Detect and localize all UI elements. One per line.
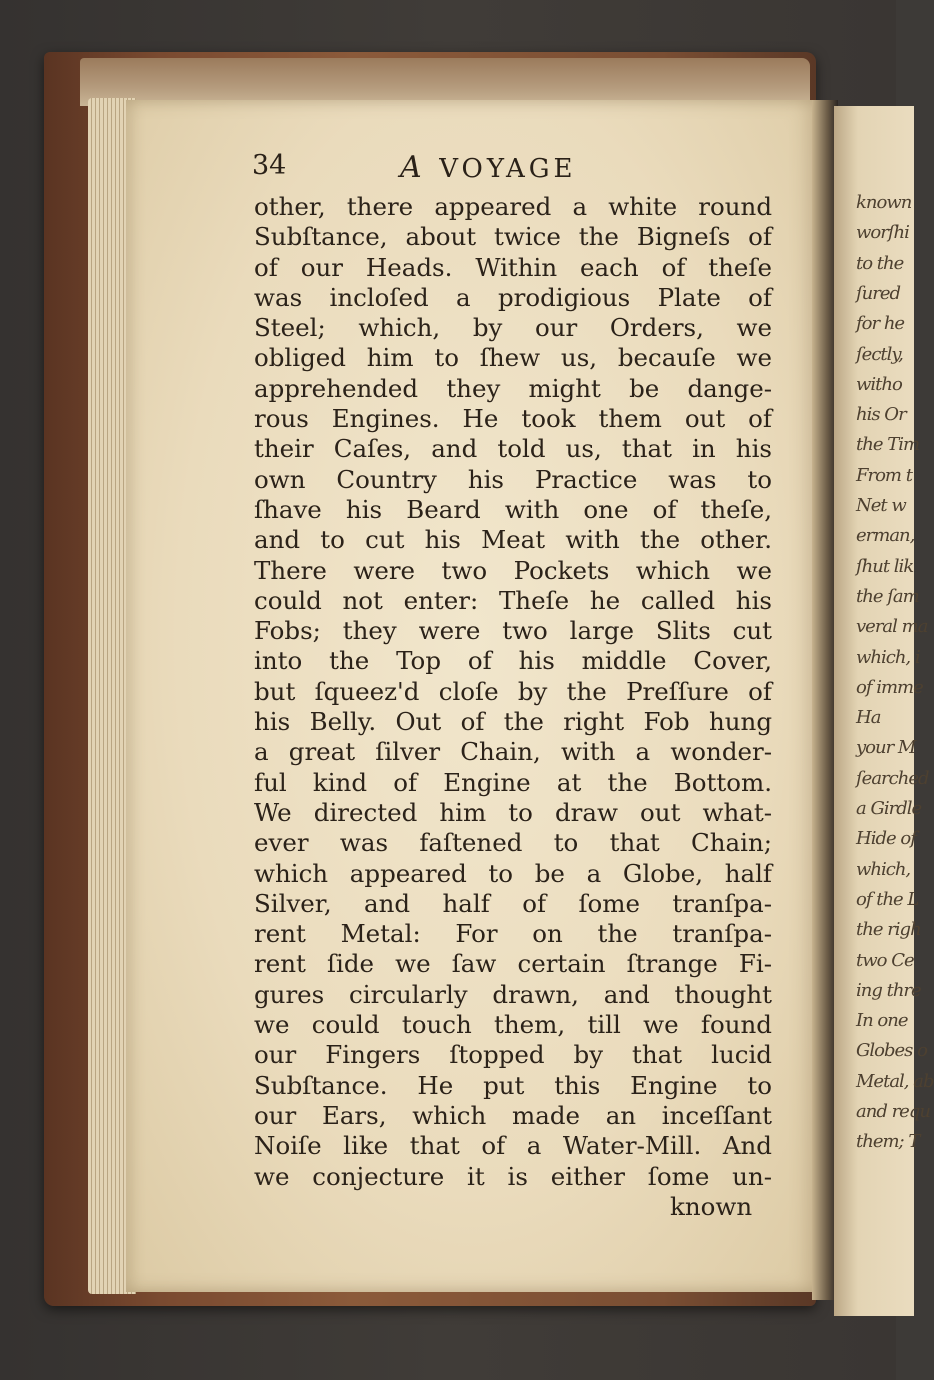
text-line: ever was faſtened to that Chain; bbox=[254, 828, 772, 858]
text-line: our Ears, which made an inceſſant bbox=[254, 1100, 772, 1130]
right-page-fragment: ing thre bbox=[856, 979, 921, 1001]
page-body-text bbox=[254, 192, 772, 1192]
text-line: We directed him to draw out what- bbox=[254, 797, 772, 827]
text-line: rous Engines. He took them out of bbox=[254, 404, 772, 434]
text-line: we could touch them, till we found bbox=[254, 1010, 772, 1040]
text-line: apprehended they might be dange- bbox=[254, 373, 772, 403]
text-line: Subſtance, about twice the Bigneſs of bbox=[254, 222, 772, 252]
right-page-fragment: In one bbox=[856, 1010, 908, 1032]
page-header bbox=[252, 150, 772, 190]
text-line: rent Metal: For on the tranſpa- bbox=[254, 919, 772, 949]
text-line: which appeared to be a Globe, half bbox=[254, 858, 772, 888]
right-page-fragment: ſhut lik bbox=[856, 555, 914, 577]
right-page-fragment: erman, bbox=[856, 525, 915, 547]
right-page-fragment: Net w bbox=[856, 495, 906, 516]
right-page-fragment: Globes o bbox=[856, 1040, 927, 1062]
right-page-fragment: Hide of bbox=[856, 828, 916, 850]
right-page-fragment: ſearched bbox=[856, 767, 929, 789]
text-line: There were two Pockets which we bbox=[254, 555, 772, 585]
text-line: their Caſes, and told us, that in his bbox=[254, 434, 772, 464]
cover-top-edge bbox=[80, 58, 810, 106]
right-page-fragment: two Ce bbox=[856, 949, 914, 971]
text-line: could not enter: Theſe he called his bbox=[254, 585, 772, 615]
text-line: Noiſe like that of a Water-Mill. And bbox=[254, 1131, 772, 1161]
text-line: Subſtance. He put this Engine to bbox=[254, 1070, 772, 1100]
text-line: and to cut his Meat with the other. bbox=[254, 525, 772, 555]
right-page-fragment: witho bbox=[856, 373, 902, 395]
text-line: obliged him to ſhew us, becauſe we bbox=[254, 343, 772, 373]
right-page-fragment: which, i bbox=[856, 646, 920, 668]
text-line: we conjecture it is either ſome un- bbox=[254, 1161, 772, 1191]
right-page-fragment: veral ma bbox=[856, 616, 928, 638]
right-page-fragment: for he bbox=[856, 313, 905, 335]
right-page-fragment: ſectly, bbox=[856, 343, 903, 365]
text-line: gures circularly drawn, and thought bbox=[254, 979, 772, 1009]
text-line: a great ſilver Chain, with a wonder- bbox=[254, 737, 772, 767]
text-line: other, there appeared a white round bbox=[254, 192, 772, 221]
text-line: rent ſide we ſaw certain ſtrange Fi- bbox=[254, 949, 772, 979]
right-page-fragment: of imme bbox=[856, 676, 923, 698]
right-page-fragment: Ha bbox=[856, 707, 881, 729]
right-page-fragment: his Or bbox=[856, 404, 906, 426]
right-page-fragment: known bbox=[856, 192, 912, 213]
text-line: Steel; which, by our Orders, we bbox=[254, 313, 772, 343]
running-head-initial: A bbox=[400, 150, 440, 185]
text-line: own Country his Practice was to bbox=[254, 464, 772, 494]
right-page-fragment: worſhi bbox=[856, 222, 909, 244]
right-page-fragment: them; T bbox=[856, 1131, 920, 1153]
text-line: our Fingers ſtopped by that lucid bbox=[254, 1040, 772, 1070]
right-page-fragment: the righ bbox=[856, 919, 921, 941]
right-page-fragment: the ſam bbox=[856, 585, 919, 607]
text-line: Fobs; they were two large Slits cut bbox=[254, 616, 772, 646]
right-page-fragment: From t bbox=[856, 464, 912, 486]
right-page-fragment: a Girdle bbox=[856, 798, 922, 819]
right-page-fragment: ſured bbox=[856, 282, 901, 304]
catchword: known bbox=[670, 1192, 753, 1221]
right-page-fragment: of the L bbox=[856, 888, 919, 910]
text-line: of our Heads. Within each of theſe bbox=[254, 252, 772, 282]
text-line: but ſqueez'd cloſe by the Preſſure of bbox=[254, 676, 772, 706]
right-page-fragment: to the bbox=[856, 252, 904, 274]
right-page-fragment: the Tim bbox=[856, 434, 920, 456]
running-head-rest: VOYAGE bbox=[439, 154, 577, 184]
text-line: ful kind of Engine at the Bottom. bbox=[254, 767, 772, 797]
text-line: Silver, and half of ſome tranſpa- bbox=[254, 888, 772, 918]
text-line: was incloſed a prodigious Plate of bbox=[254, 282, 772, 312]
right-page-fragment: your M bbox=[856, 737, 916, 759]
running-head bbox=[400, 150, 577, 185]
text-line: his Belly. Out of the right Fob hung bbox=[254, 707, 772, 737]
text-line: into the Top of his middle Cover, bbox=[254, 646, 772, 676]
text-line: ſhave his Beard with one of theſe, bbox=[254, 494, 772, 524]
right-page-fragment: and requ bbox=[856, 1101, 930, 1122]
page-number: 34 bbox=[252, 150, 287, 181]
right-page-fragment: which, bbox=[856, 858, 911, 880]
right-page-fragment: Metal, ab bbox=[856, 1070, 934, 1092]
